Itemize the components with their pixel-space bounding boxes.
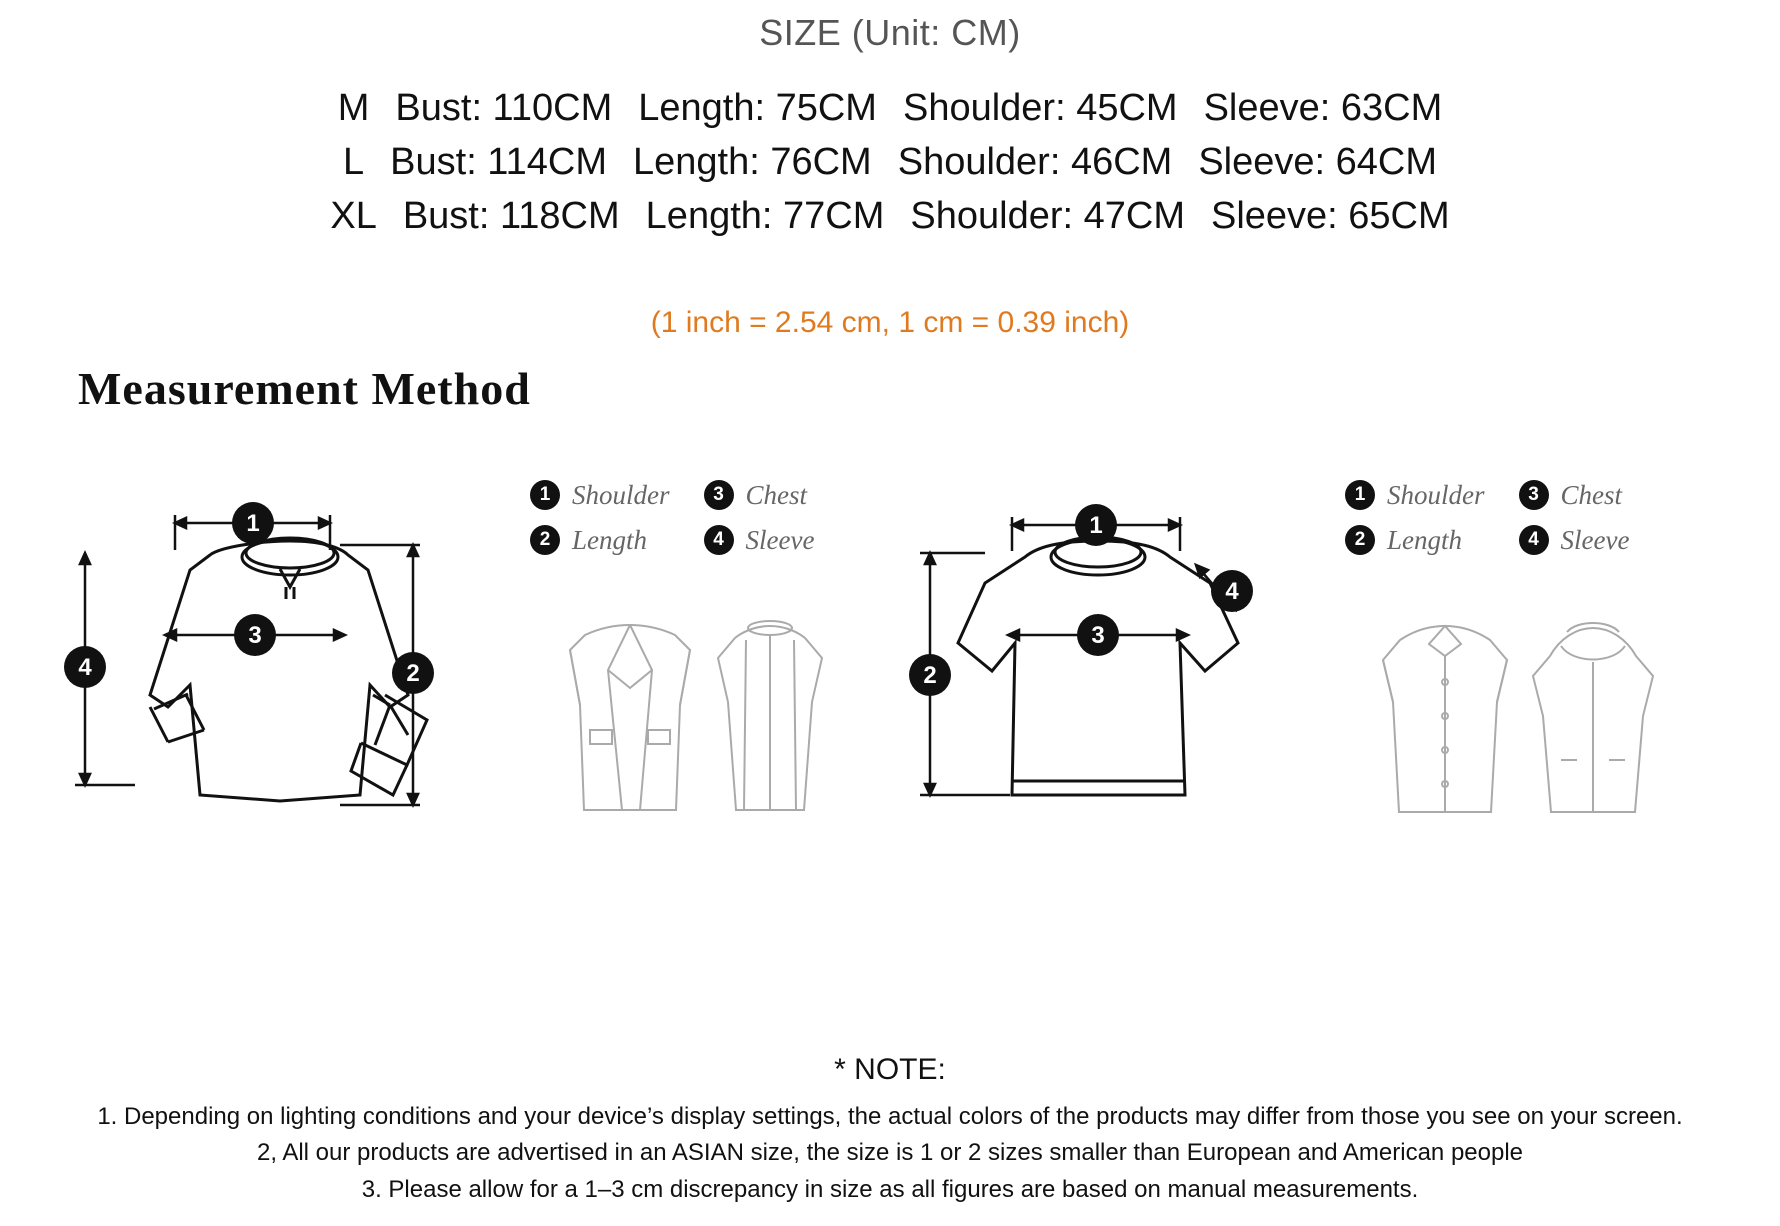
row-length: Length: 77CM xyxy=(645,194,885,237)
table-row xyxy=(0,136,1780,190)
marker-1 xyxy=(232,502,274,544)
legend-item-sleeve xyxy=(704,525,815,556)
marker-4 xyxy=(64,646,106,688)
row-length: Length: 75CM xyxy=(638,87,877,129)
bullet-3: 3 xyxy=(704,480,734,510)
row-shoulder: Shoulder: 45CM xyxy=(902,87,1178,129)
legend-right xyxy=(1345,480,1629,556)
svg-text:4: 4 xyxy=(78,653,92,681)
marker-1 xyxy=(1075,504,1117,546)
row-size: L xyxy=(343,140,365,183)
bullet-4: 4 xyxy=(704,525,734,555)
legend-item-chest xyxy=(704,480,815,511)
blazer-icon xyxy=(530,610,830,840)
table-row xyxy=(0,190,1780,244)
legend-label-length: Length xyxy=(572,524,648,555)
marker-4 xyxy=(1211,570,1253,612)
note-line-3: 3. Please allow for a 1–3 cm discrepancy in size as all figures are based on manual measurements. xyxy=(361,1175,1419,1203)
inch-conversion-note: (1 inch = 2.54 cm, 1 cm = 0.39 inch) xyxy=(650,305,1130,339)
note-line-2: 2, All our products are advertised in an ASIAN size, the size is 1 or 2 sizes smaller than European and American people xyxy=(256,1139,1524,1167)
legend-label-chest: Chest xyxy=(745,479,808,510)
row-length: Length: 76CM xyxy=(633,140,872,183)
legend-label-shoulder: Shoulder xyxy=(572,479,670,510)
row-sleeve: Sleeve: 63CM xyxy=(1203,87,1443,129)
row-size: M xyxy=(337,87,370,129)
tshirt-measurement-diagram xyxy=(880,495,1400,895)
legend-item-shoulder xyxy=(530,480,670,511)
note-section xyxy=(0,1053,1780,1208)
bullet-1: 1 xyxy=(1345,480,1375,510)
legend-item-sleeve xyxy=(1519,525,1630,556)
measurement-diagrams xyxy=(0,425,1780,895)
bullet-2: 2 xyxy=(1345,525,1375,555)
svg-text:1: 1 xyxy=(246,509,260,537)
row-sleeve: Sleeve: 65CM xyxy=(1210,194,1450,237)
size-table xyxy=(0,82,1780,244)
row-bust: Bust: 118CM xyxy=(402,194,620,237)
bullet-1: 1 xyxy=(530,480,560,510)
page-title: SIZE (Unit: CM) xyxy=(759,12,1021,53)
svg-text:3: 3 xyxy=(248,621,262,649)
marker-2 xyxy=(909,654,951,696)
row-shoulder: Shoulder: 46CM xyxy=(897,140,1173,183)
table-row xyxy=(0,82,1780,136)
note-title: * NOTE: xyxy=(834,1052,946,1086)
row-size: XL xyxy=(330,194,377,237)
bullet-4: 4 xyxy=(1519,525,1549,555)
legend-label-length: Length xyxy=(1387,524,1463,555)
legend-label-sleeve: Sleeve xyxy=(745,524,815,555)
longsleeve-measurement-diagram xyxy=(55,495,575,895)
legend-item-length xyxy=(1345,525,1485,556)
row-sleeve: Sleeve: 64CM xyxy=(1198,140,1437,183)
marker-3 xyxy=(1077,614,1119,656)
row-shoulder: Shoulder: 47CM xyxy=(910,194,1185,237)
marker-2 xyxy=(392,652,434,694)
svg-text:1: 1 xyxy=(1089,511,1103,539)
bullet-3: 3 xyxy=(1519,480,1549,510)
legend-label-sleeve: Sleeve xyxy=(1560,524,1630,555)
svg-text:2: 2 xyxy=(406,659,420,687)
marker-3 xyxy=(234,614,276,656)
legend-item-shoulder xyxy=(1345,480,1485,511)
legend-left xyxy=(530,480,814,556)
legend-item-length xyxy=(530,525,670,556)
legend-label-chest: Chest xyxy=(1560,479,1623,510)
row-bust: Bust: 110CM xyxy=(395,87,613,129)
svg-text:4: 4 xyxy=(1225,577,1239,605)
legend-item-chest xyxy=(1519,480,1630,511)
row-bust: Bust: 114CM xyxy=(390,140,607,183)
bullet-2: 2 xyxy=(530,525,560,555)
svg-text:3: 3 xyxy=(1091,621,1105,649)
legend-label-shoulder: Shoulder xyxy=(1387,479,1485,510)
shirt-hoodie-icon xyxy=(1345,610,1665,840)
note-line-1: 1. Depending on lighting conditions and your device’s display settings, the actual colors of the products may differ from those you see on your screen. xyxy=(97,1102,1683,1130)
measurement-method-title: Measurement Method xyxy=(78,362,531,414)
svg-text:2: 2 xyxy=(923,661,937,689)
